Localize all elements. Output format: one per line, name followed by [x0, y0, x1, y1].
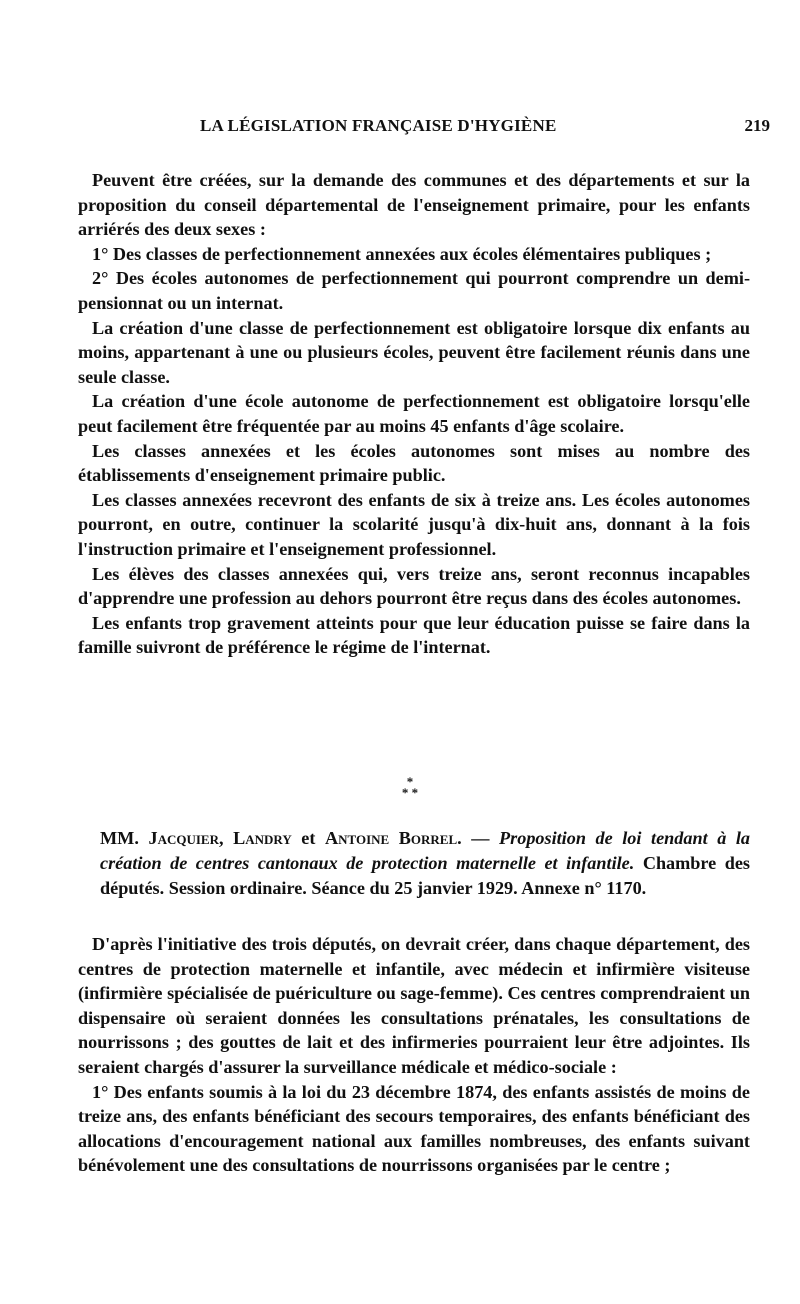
asterism-top: *	[406, 774, 414, 789]
section-divider	[380, 776, 440, 798]
paragraph: Les classes annexées et les écoles autonomes sont mises au nombre des établissements d'enseignement primaire public.	[78, 440, 750, 486]
paragraph: La création d'une classe de perfectionnement est obligatoire lorsque dix enfants au moins, appartenant à une ou plusieurs écoles, peuvent être facilement réunis dans une seule classe.	[78, 317, 750, 387]
paragraph: Peuvent être créées, sur la demande des communes et des départements et sur la proposition du conseil départemental de l'enseignement primaire, pour les enfants arriérés des deux sexes :	[78, 170, 750, 240]
page-header	[90, 116, 770, 146]
paragraph: D'après l'initiative des trois députés, on devrait créer, dans chaque département, des centres de protection maternelle et infantile, avec médecin et infirmière visiteuse (infirmière spécialisée de puériculture ou sage-femme). Ces centres comprendraient un dispensaire où seraient données les consultations prénatales, les consultations de nourrissons ; des gouttes de lait et des infirmeries pourraient leur être adjointes. Ils seraient chargés d'assurer la surveillance médicale et médico-sociale :	[78, 934, 750, 1077]
citation-author: Antoine Borrel	[325, 828, 458, 848]
page-number: 219	[744, 116, 770, 135]
law-text-section	[78, 168, 750, 660]
bill-citation	[100, 826, 750, 901]
paragraph: 1° Des classes de perfectionnement annexées aux écoles élémentaires publiques ;	[92, 243, 712, 264]
paragraph: 1° Des enfants soumis à la loi du 23 décembre 1874, des enfants assistés de moins de treize ans, des enfants bénéficiant des secours temporaires, des enfants bénéficiant des allocations d'encouragement national aux familles nombreuses, des enfants suivant bénévolement une des consultations de nourrissons organisées par le centre ;	[78, 1081, 750, 1176]
citation-prefix: MM.	[100, 828, 139, 848]
paragraph: Les enfants trop gravement atteints pour que leur éducation puisse se faire dans la famille suivront de préférence le régime de l'internat.	[78, 612, 750, 658]
proposal-summary-section	[78, 932, 750, 1178]
citation-details: Chambre des députés. Session ordinaire. Séance du 25 janvier 1929. Annexe n° 1170.	[100, 853, 751, 898]
citation-title: Proposition de loi tendant à la création de centres cantonaux de protection maternelle et infantile.	[100, 828, 751, 873]
paragraph: La création d'une école autonome de perfectionnement est obligatoire lorsqu'elle peut facilement être fréquentée par au moins 45 enfants d'âge scolaire.	[78, 391, 750, 436]
asterism-bottom: * *	[401, 785, 419, 800]
paragraph: Les élèves des classes annexées qui, vers treize ans, seront reconnus incapables d'apprendre une profession au dehors pourront être reçus dans des écoles autonomes.	[78, 563, 750, 609]
running-title: LA LÉGISLATION FRANÇAISE D'HYGIÈNE	[200, 116, 557, 135]
citation-separator: ,	[218, 828, 224, 848]
paragraph: Les classes annexées recevront des enfants de six à treize ans. Les écoles autonomes pourront, en outre, continuer la scolarité jusqu'à dix-huit ans, donnant à la fois l'instruction primaire et l'enseignement professionnel.	[78, 489, 750, 559]
citation-author: Jacquier	[148, 828, 219, 848]
citation-conjunction: et	[301, 828, 316, 848]
paragraph: 2° Des écoles autonomes de perfectionnement qui pourront comprendre un demi-pensionnat ou un internat.	[78, 268, 750, 313]
citation-author: Landry	[233, 828, 292, 848]
citation-dash: . —	[457, 828, 490, 848]
